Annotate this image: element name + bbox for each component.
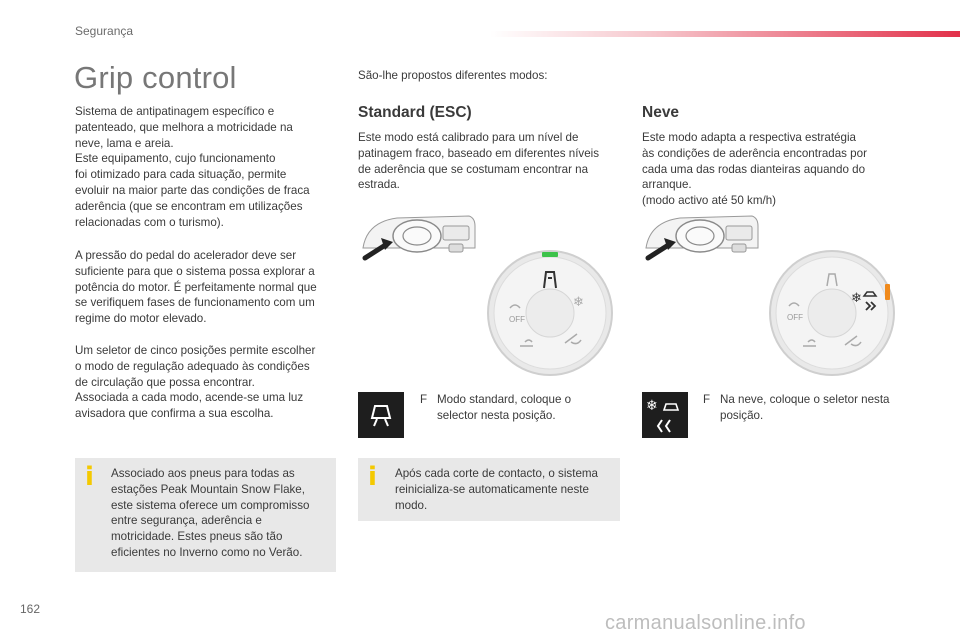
dashboard-illustration-snow <box>640 208 762 266</box>
page-number: 162 <box>20 602 41 616</box>
reset-info-note <box>358 458 620 521</box>
section-label: Segurança <box>75 24 134 38</box>
intro-paragraph: Sistema de antipatinagem específico e patenteado, que melhora a motricidade na neve, lama e areia. Este equipamento, cujo funcionamento foi otimizado para cada situação, permite evoluir na maior parte das condições de fraca aderência (que se encontram em utilizações relacionadas com o turismo). <box>75 105 310 229</box>
dial-led-orange <box>885 284 890 300</box>
snow-warning-lamp <box>642 392 688 438</box>
standard-warning-lamp <box>358 392 404 438</box>
mode-dial-standard[interactable] <box>485 248 615 378</box>
watermark: carmanualsonline.info <box>605 612 806 634</box>
tyre-note-text: Associado aos pneus para todas as estações Peak Mountain Snow Flake, este sistema oferece um compromisso entre segurança, aderência e motricidade. Estes pneus são tão eficientes no Inverno como no Verão. <box>111 467 310 559</box>
reset-note-text: Após cada corte de contacto, o sistema reinicializa-se automaticamente neste modo. <box>395 467 599 512</box>
dial-off-label: OFF <box>509 315 525 324</box>
standard-bullet-text: Modo standard, coloque o selector nesta posição. <box>437 393 572 422</box>
snow-bullet-text: Na neve, coloque o seletor nesta posição. <box>720 393 890 422</box>
standard-heading: Standard (ESC) <box>358 104 472 121</box>
info-icon: i <box>368 462 377 492</box>
snow-mode-icon <box>642 392 688 438</box>
svg-text:❄: ❄ <box>851 291 862 306</box>
snow-mode-symbol <box>573 295 584 310</box>
selector-paragraph: Um seletor de cinco posições permite escolher o modo de regulação adequado às condições de circulação que possa encontrar. Associada a cada modo, acende-se uma luz avisadora que confirma a sua escolha. <box>75 344 316 421</box>
dial-led-green <box>542 252 558 257</box>
mode-dial-snow[interactable] <box>767 248 897 378</box>
dial-off-label: OFF <box>787 313 803 322</box>
snow-description: Este modo adapta a respectiva estratégia às condições de aderência encontradas por cada uma das rodas dianteiras aquando do arranque. (modo activo até 50 km/h) <box>642 131 867 208</box>
modes-intro: São-lhe propostos diferentes modos: <box>358 69 548 82</box>
header-accent-bar <box>490 31 960 37</box>
svg-text:❄: ❄ <box>646 398 658 414</box>
svg-text:❄: ❄ <box>573 295 584 310</box>
snow-heading: Neve <box>642 104 680 121</box>
dashboard-illustration-standard <box>357 208 479 266</box>
page-title: Grip control <box>74 60 237 95</box>
standard-description: Este modo está calibrado para um nível de patinagem fraco, baseado em diferentes níveis de aderência que se costumam encontrar na estrada. <box>358 131 600 192</box>
snow-bullet-marker: F <box>703 393 711 406</box>
info-icon: i <box>85 462 94 492</box>
tyre-info-note <box>75 458 336 572</box>
standard-mode-icon <box>358 392 404 438</box>
accelerator-paragraph: A pressão do pedal do acelerador deve ser suficiente para que o sistema possa explorar a potência do motor. É perfeitamente normal que se verifiquem fases de funcionamento com um regime do motor elevado. <box>75 249 317 326</box>
standard-bullet-marker: F <box>420 393 428 406</box>
